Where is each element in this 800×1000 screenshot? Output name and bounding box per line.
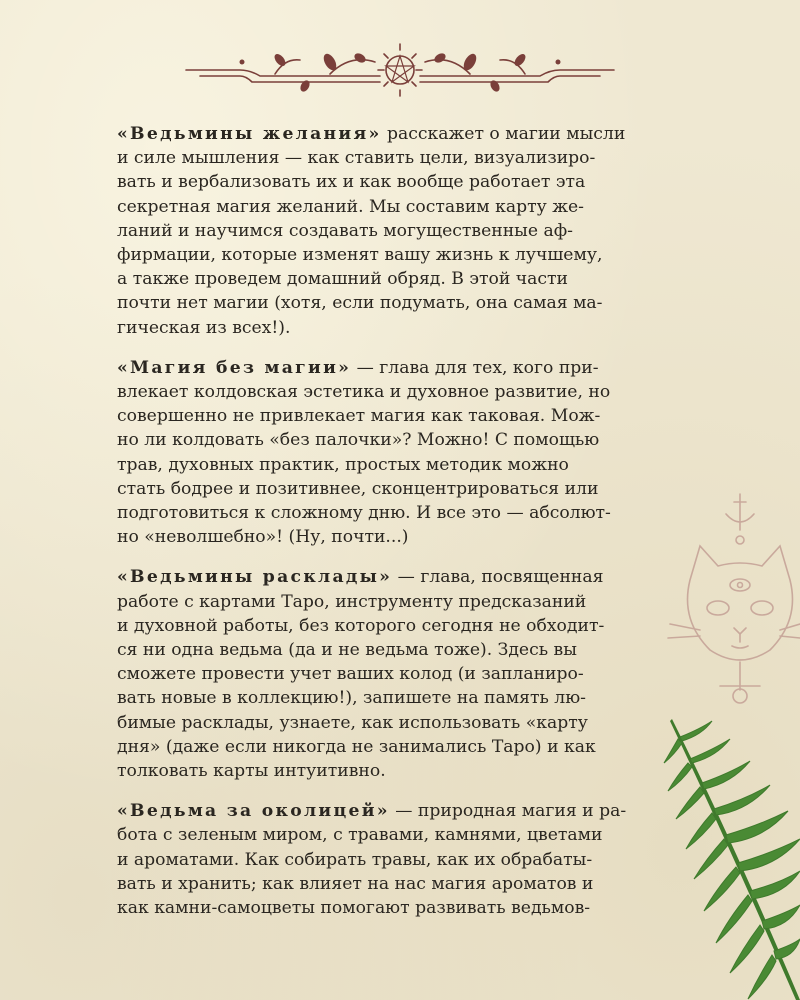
text-line: и духовной работы, без которого сегодня не обходит- [117,615,605,636]
text-line: подготовиться к сложному дню. И все это — абсолют- [117,503,611,524]
chapter-title: «Магия без магии» [117,357,352,378]
body-text [117,122,677,936]
text-line: трав, духовных практик, простых методик можно [117,454,569,475]
text-line: совершенно не привлекает магия как таковая. Мож- [117,406,601,427]
text-line: вать и вербализовать их и как вообще работает эта [117,172,586,193]
text-line: почти нет магии (хотя, если подумать, она самая ма- [117,293,603,314]
paragraph-witch-outskirts: «Ведьма за околицей» — природная магия и ра- бота с зеленым миром, с травами, камнями, цветами и ароматами. Как собирать травы, как их обрабаты- вать и хранить; как влияет на нас магия ароматов и как камни-самоцветы помогают развивать ведьмов- [117,799,677,920]
text-line: вать новые в коллекцию!), запишете на память лю- [117,688,586,709]
chapter-title: «Ведьма за околицей» [117,801,390,822]
fern-icon [660,715,800,1000]
text-line: как камни-самоцветы помогают развивать ведьмов- [117,898,591,919]
text-line: дня» (даже если никогда не занимались Таро) и как [117,736,596,757]
text-line: секретная магия желаний. Мы составим карту же- [117,196,584,217]
paragraph-spreads: «Ведьмины расклады» — глава, посвященная работе с картами Таро, инструменту предсказаний и духовной работы, без которого сегодня не обходит- ся ни одна ведьма (да и не ведьма тоже). Здесь вы сможете провести учет ваших колод (и запланиро- вать новые в коллекцию!), запишете на память лю- бимые расклады, узнаете, как использовать «карту дня» (даже если никогда не занимались Таро) и как толковать карты интуитивно. [117,565,677,783]
text-line: гическая из всех!). [117,317,291,338]
text-line: ся ни одна ведьма (да и не ведьма тоже). Здесь вы [117,640,577,661]
text-line: стать бодрее и позитивнее, сконцентрироваться или [117,478,599,499]
text-line: толковать карты интуитивно. [117,761,386,782]
text-line: но ли колдовать «без палочки»? Можно! С помощью [117,430,600,451]
chapter-title: «Ведьмины расклады» [117,567,393,588]
mystic-cat-icon [660,490,800,710]
text-line: и ароматами. Как собирать травы, как их обрабаты- [117,849,593,870]
chapter-title: «Ведьмины желания» [117,124,382,144]
text-line: сможете провести учет ваших колод (и запланиро- [117,664,584,685]
text-line: ланий и научимся создавать могущественные аф- [117,220,573,241]
text-line: бимые расклады, узнаете, как использовать «карту [117,712,588,733]
text-line: бота с зеленым миром, с травами, камнями, цветами [117,825,603,846]
paragraph-magic-without-magic: «Магия без магии» — глава для тех, кого при- влекает колдовская эстетика и духовное развитие, но совершенно не привлекает магия как таковая. Мож- но ли колдовать «без палочки»? Можно! С помощью трав, духовных практик, простых методик можно стать бодрее и позитивнее, сконцентрироваться или подготовиться к сложному дню. И все это — абсолют- но «неволшебно»! (Ну, почти...) [117,356,677,550]
paragraph-wishes: «Ведьмины желания» расскажет о магии мысли и силе мышления — как ставить цели, визуализиро- вать и вербализовать их и как вообще работает эта секретная магия желаний. Мы составим карту же- ланий и научимся создавать могущественные аф- фирмации, которые изменят вашу жизнь к лучшему, а также проведем домашний обряд. В этой части почти нет магии (хотя, если подумать, она самая ма- гическая из всех!). [117,122,677,340]
text-line: а также проведем домашний обряд. В этой части [117,269,568,290]
text-line: но «неволшебно»! (Ну, почти...) [117,527,409,548]
text-line: работе с картами Таро, инструменту предсказаний [117,591,587,612]
text-line: вать и хранить; как влияет на нас магия ароматов и [117,873,594,894]
text-line: фирмации, которые изменят вашу жизнь к лучшему, [117,245,603,266]
text-line: влекает колдовская эстетика и духовное развитие, но [117,382,611,403]
floral-pentagram-ornament-icon [180,40,620,110]
text-line: и силе мышления — как ставить цели, визуализиро- [117,148,596,169]
